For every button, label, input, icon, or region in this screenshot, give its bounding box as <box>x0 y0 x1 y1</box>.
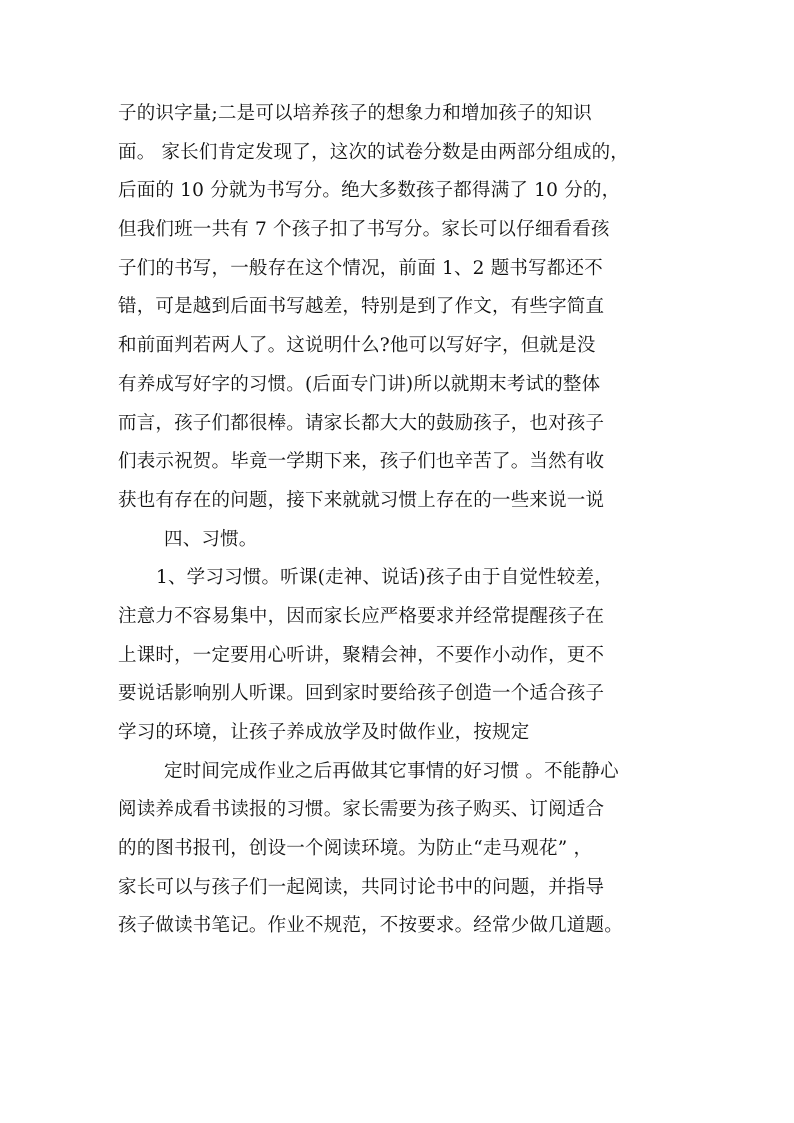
text-line: 阅读养成看书读报的习惯。家长需要为孩子购买、订阅适合 <box>118 799 605 821</box>
text-line: 和前面判若两人了。这说明什么?他可以写好字，但就是没 <box>118 335 596 357</box>
section-heading: 四、习惯。 <box>164 528 258 550</box>
body-text <box>118 95 678 946</box>
text-line: 有养成写好字的习惯。(后面专门讲)所以就期末考试的整体 <box>118 373 601 395</box>
text-line: 的的图书报刊，创设一个阅读环境。为防止“走马观花” ， <box>118 838 593 860</box>
text-line: 错，可是越到后面书写越差，特别是到了作文，有些字简直 <box>118 296 605 318</box>
text-line: 学习的环境，让孩子养成放学及时做作业，按规定 <box>118 722 530 743</box>
text-line: 获也有存在的问题，接下来就就习惯上存在的一些来说一说 <box>118 489 605 511</box>
text-line: 孩子做读书笔记。作业不规范，不按要求。经常少做几道题。 <box>118 915 623 937</box>
paragraph-start: 1、学习习惯。听课(走神、说话)孩子由于自觉性较差， <box>156 567 613 589</box>
text-line: 们表示祝贺。毕竟一学期下来，孩子们也辛苦了。当然有收 <box>118 451 605 473</box>
paragraph-start: 定时间完成作业之后再做其它事情的好习惯 。不能静心 <box>164 760 619 782</box>
text-line: 家长可以与孩子们一起阅读，共同讨论书中的问题，并指导 <box>118 876 605 898</box>
text-line: 子的识字量;二是可以培养孩子的想象力和增加孩子的知识 <box>118 103 592 124</box>
text-line: 面。 家长们肯定发现了，这次的试卷分数是由两部分组成的， <box>118 141 629 163</box>
text-line: 子们的书写，一般存在这个情况，前面 1、2 题书写都还不 <box>118 257 603 279</box>
text-line: 但我们班一共有 7 个孩子扣了书写分。家长可以仔细看看孩 <box>118 219 610 241</box>
text-line: 后面的 10 分就为书写分。绝大多数孩子都得满了 10 分的， <box>118 180 621 202</box>
text-line: 注意力不容易集中，因而家长应严格要求并经常提醒孩子在 <box>118 605 605 627</box>
text-line: 要说话影响别人听课。回到家时要给孩子创造一个适合孩子 <box>118 683 605 705</box>
text-line: 上课时，一定要用心听讲，聚精会神，不要作小动作，更不 <box>118 644 605 666</box>
text-line: 而言，孩子们都很棒。请家长都大大的鼓励孩子，也对孩子 <box>118 412 605 434</box>
